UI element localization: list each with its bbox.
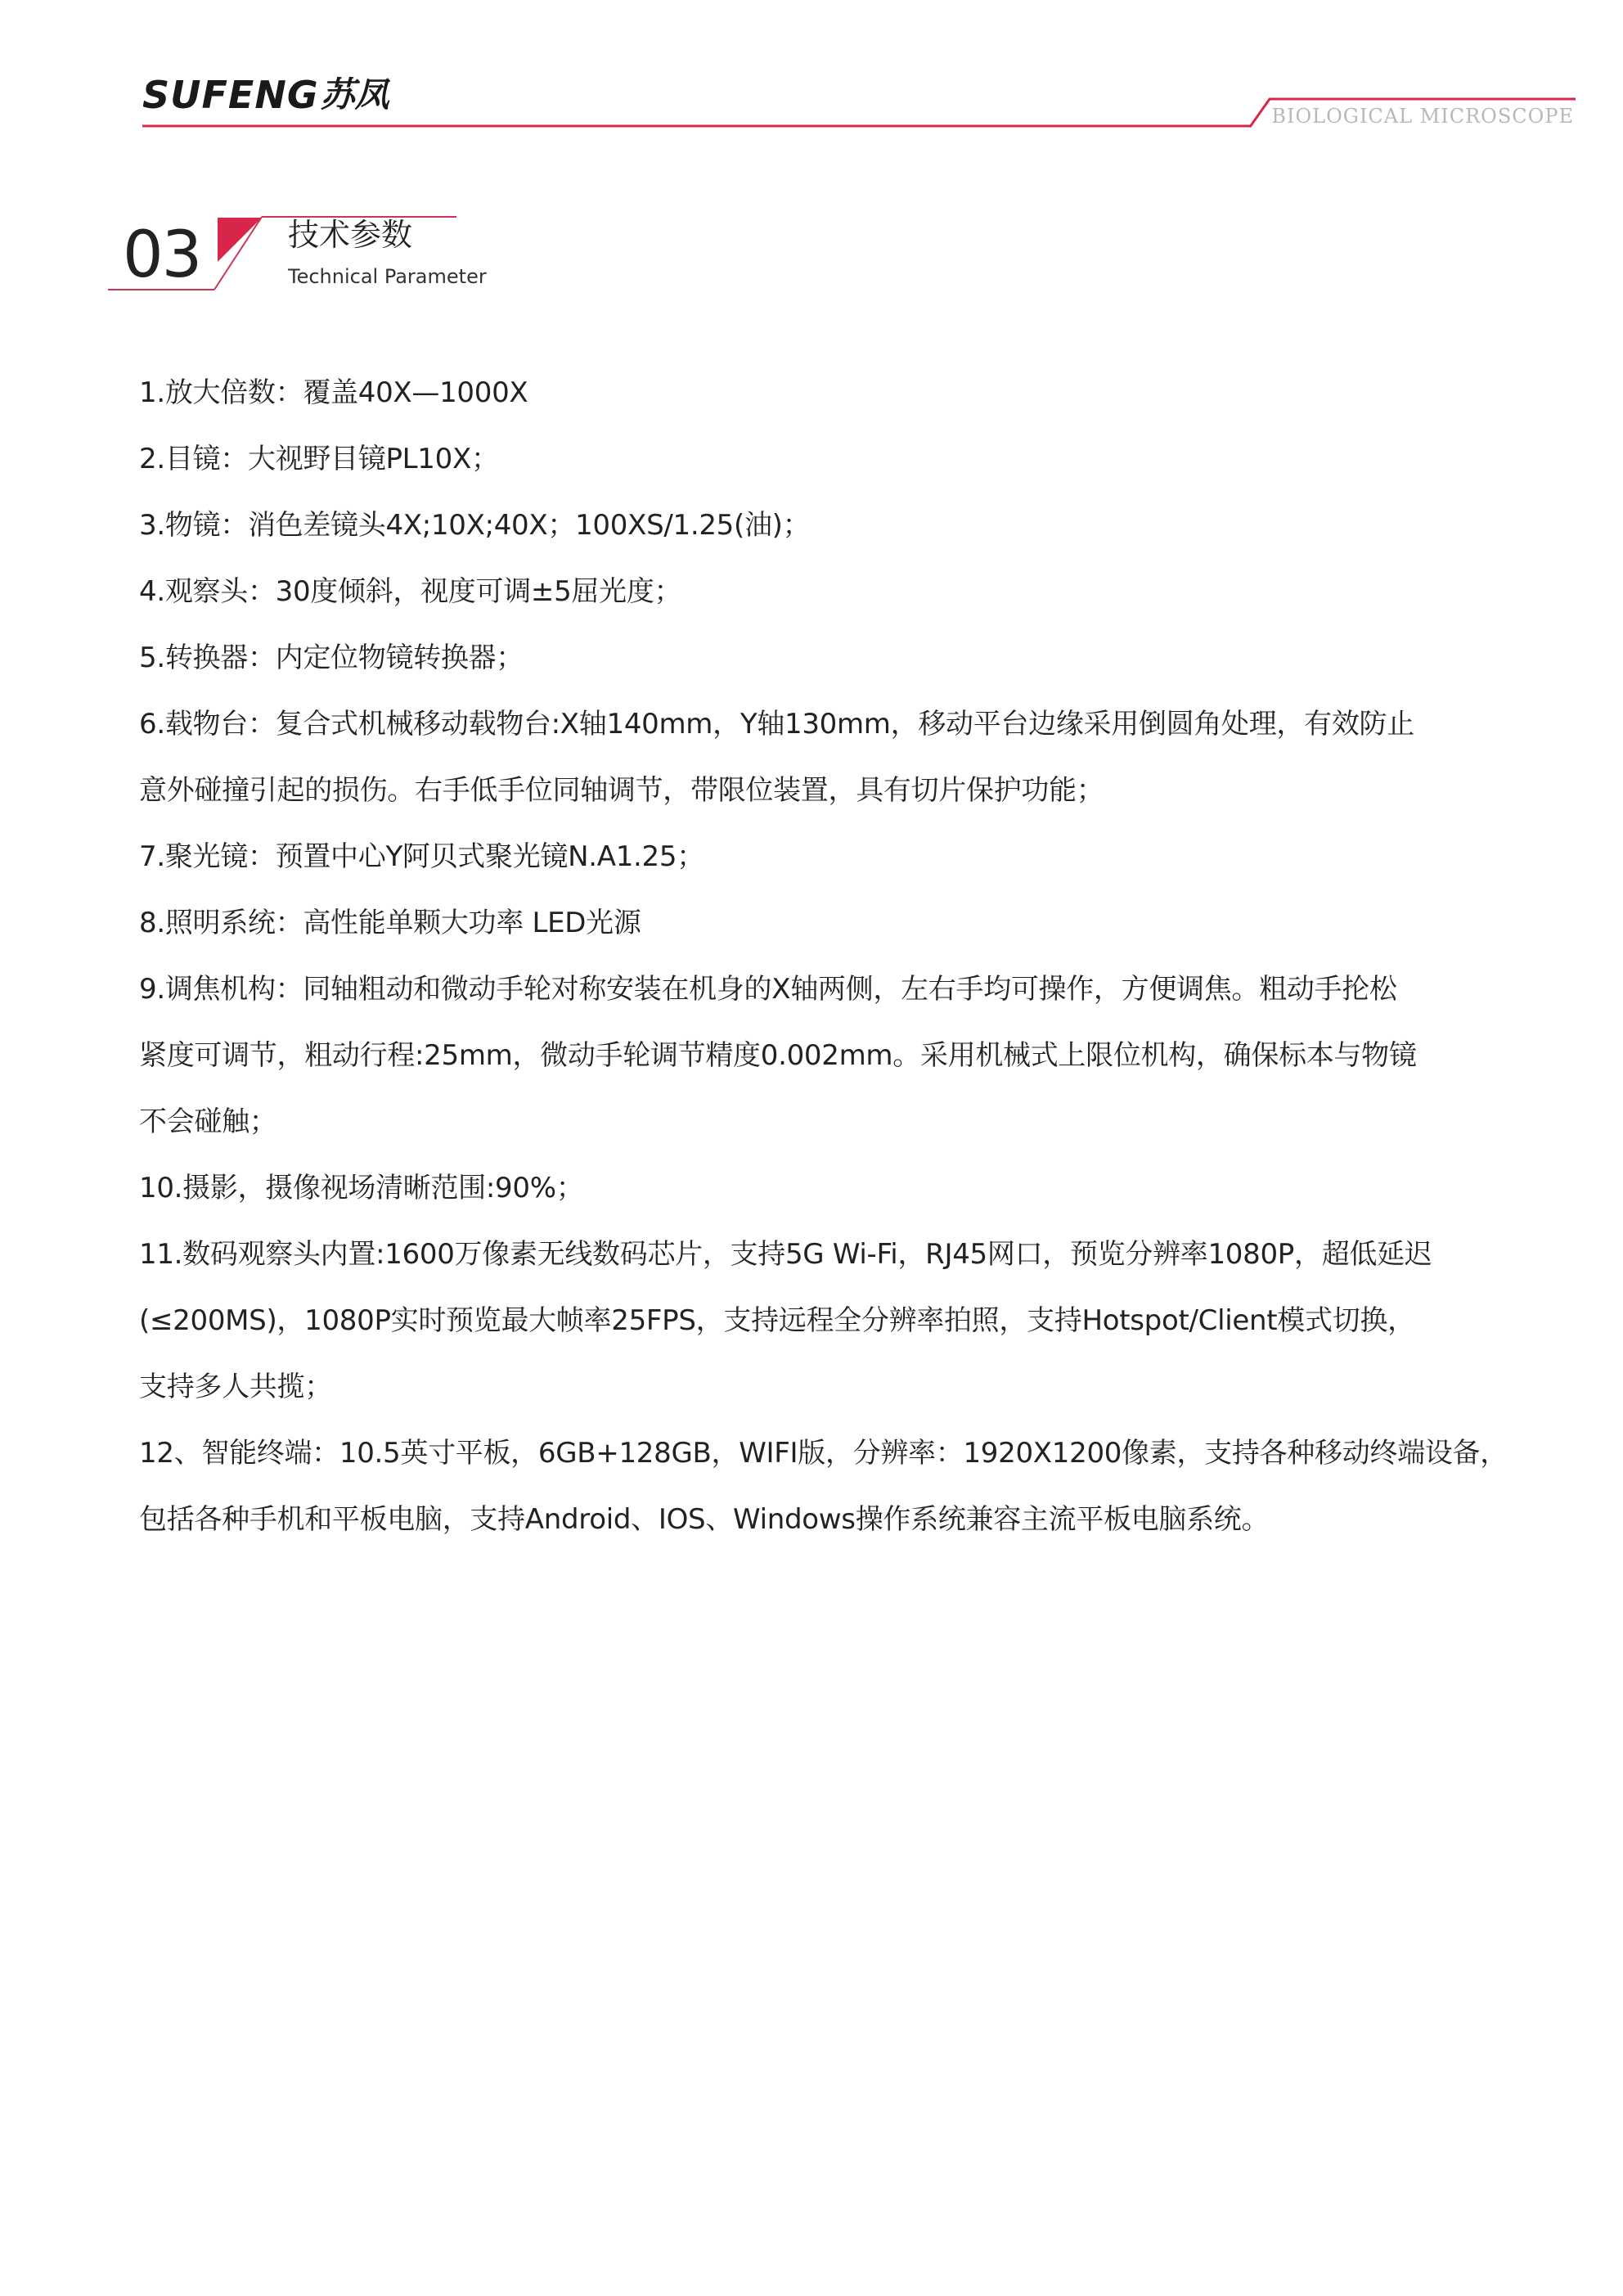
spec-line: 支持多人共揽； xyxy=(139,1371,332,1403)
spec-line: 不会碰触； xyxy=(139,1105,277,1138)
brand-logo-latin: SUFENG xyxy=(142,73,319,117)
spec-line: 紧度可调节，粗动行程:25mm，微动手轮调节精度0.002mm。采用机械式上限位机构，确保标本与物镜 xyxy=(139,1039,1417,1072)
spec-line: 5.转换器：内定位物镜转换器； xyxy=(139,642,524,674)
spec-line: 2.目镜：大视野目镜PL10X； xyxy=(139,443,499,475)
spec-line: 6.载物台：复合式机械移动载物台:X轴140mm，Y轴130mm，移动平台边缘采用倒圆角处理，有效防止 xyxy=(139,708,1414,741)
spec-line: 包括各种手机和平板电脑，支持Android、IOS、Windows操作系统兼容主流平板电脑系统。 xyxy=(139,1503,1270,1536)
spec-line: 10.摄影，摄像视场清晰范围:90%； xyxy=(139,1172,584,1204)
section-heading-ornament xyxy=(0,196,573,311)
section-title: 技术参数 xyxy=(288,217,413,253)
section-number: 03 xyxy=(123,218,201,292)
section-heading xyxy=(0,196,573,311)
page-header xyxy=(0,0,1623,139)
spec-line: 11.数码观察头内置:1600万像素无线数码芯片，支持5G Wi-Fi，RJ45网口，预览分辨率1080P，超低延迟 xyxy=(139,1238,1432,1271)
spec-line: 12、智能终端：10.5英寸平板，6GB+128GB，WIFI版，分辨率：1920X1200像素，支持各种移动终端设备， xyxy=(139,1437,1508,1470)
brand-logo-cjk: 苏凤 xyxy=(320,74,389,115)
spec-line: 9.调焦机构：同轴粗动和微动手轮对称安装在机身的X轴两侧，左右手均可操作，方便调焦。粗动手抡松 xyxy=(139,973,1397,1006)
spec-line: 4.观察头：30度倾斜，视度可调±5屈光度； xyxy=(139,575,682,608)
spec-line: 意外碰撞引起的损伤。右手低手位同轴调节，带限位装置，具有切片保护功能； xyxy=(139,774,1104,807)
spec-line: 7.聚光镜：预置中心Y阿贝式聚光镜N.A1.25； xyxy=(139,840,704,873)
spec-line: (≤200MS)，1080P实时预览最大帧率25FPS，支持远程全分辨率拍照，支持Hotspot/Client模式切换， xyxy=(139,1304,1415,1337)
spec-line: 1.放大倍数：覆盖40X—1000X xyxy=(139,376,528,409)
spec-line: 3.物镜：消色差镜头4X;10X;40X；100XS/1.25(油)； xyxy=(139,509,811,542)
spec-line: 8.照明系统：高性能单颗大功率 LED光源 xyxy=(139,907,641,939)
section-subtitle: Technical Parameter xyxy=(288,265,487,288)
technical-parameter-list xyxy=(139,360,1513,1553)
header-caption: BIOLOGICAL MICROSCOPE xyxy=(1271,105,1574,128)
brand-logo xyxy=(142,70,389,119)
